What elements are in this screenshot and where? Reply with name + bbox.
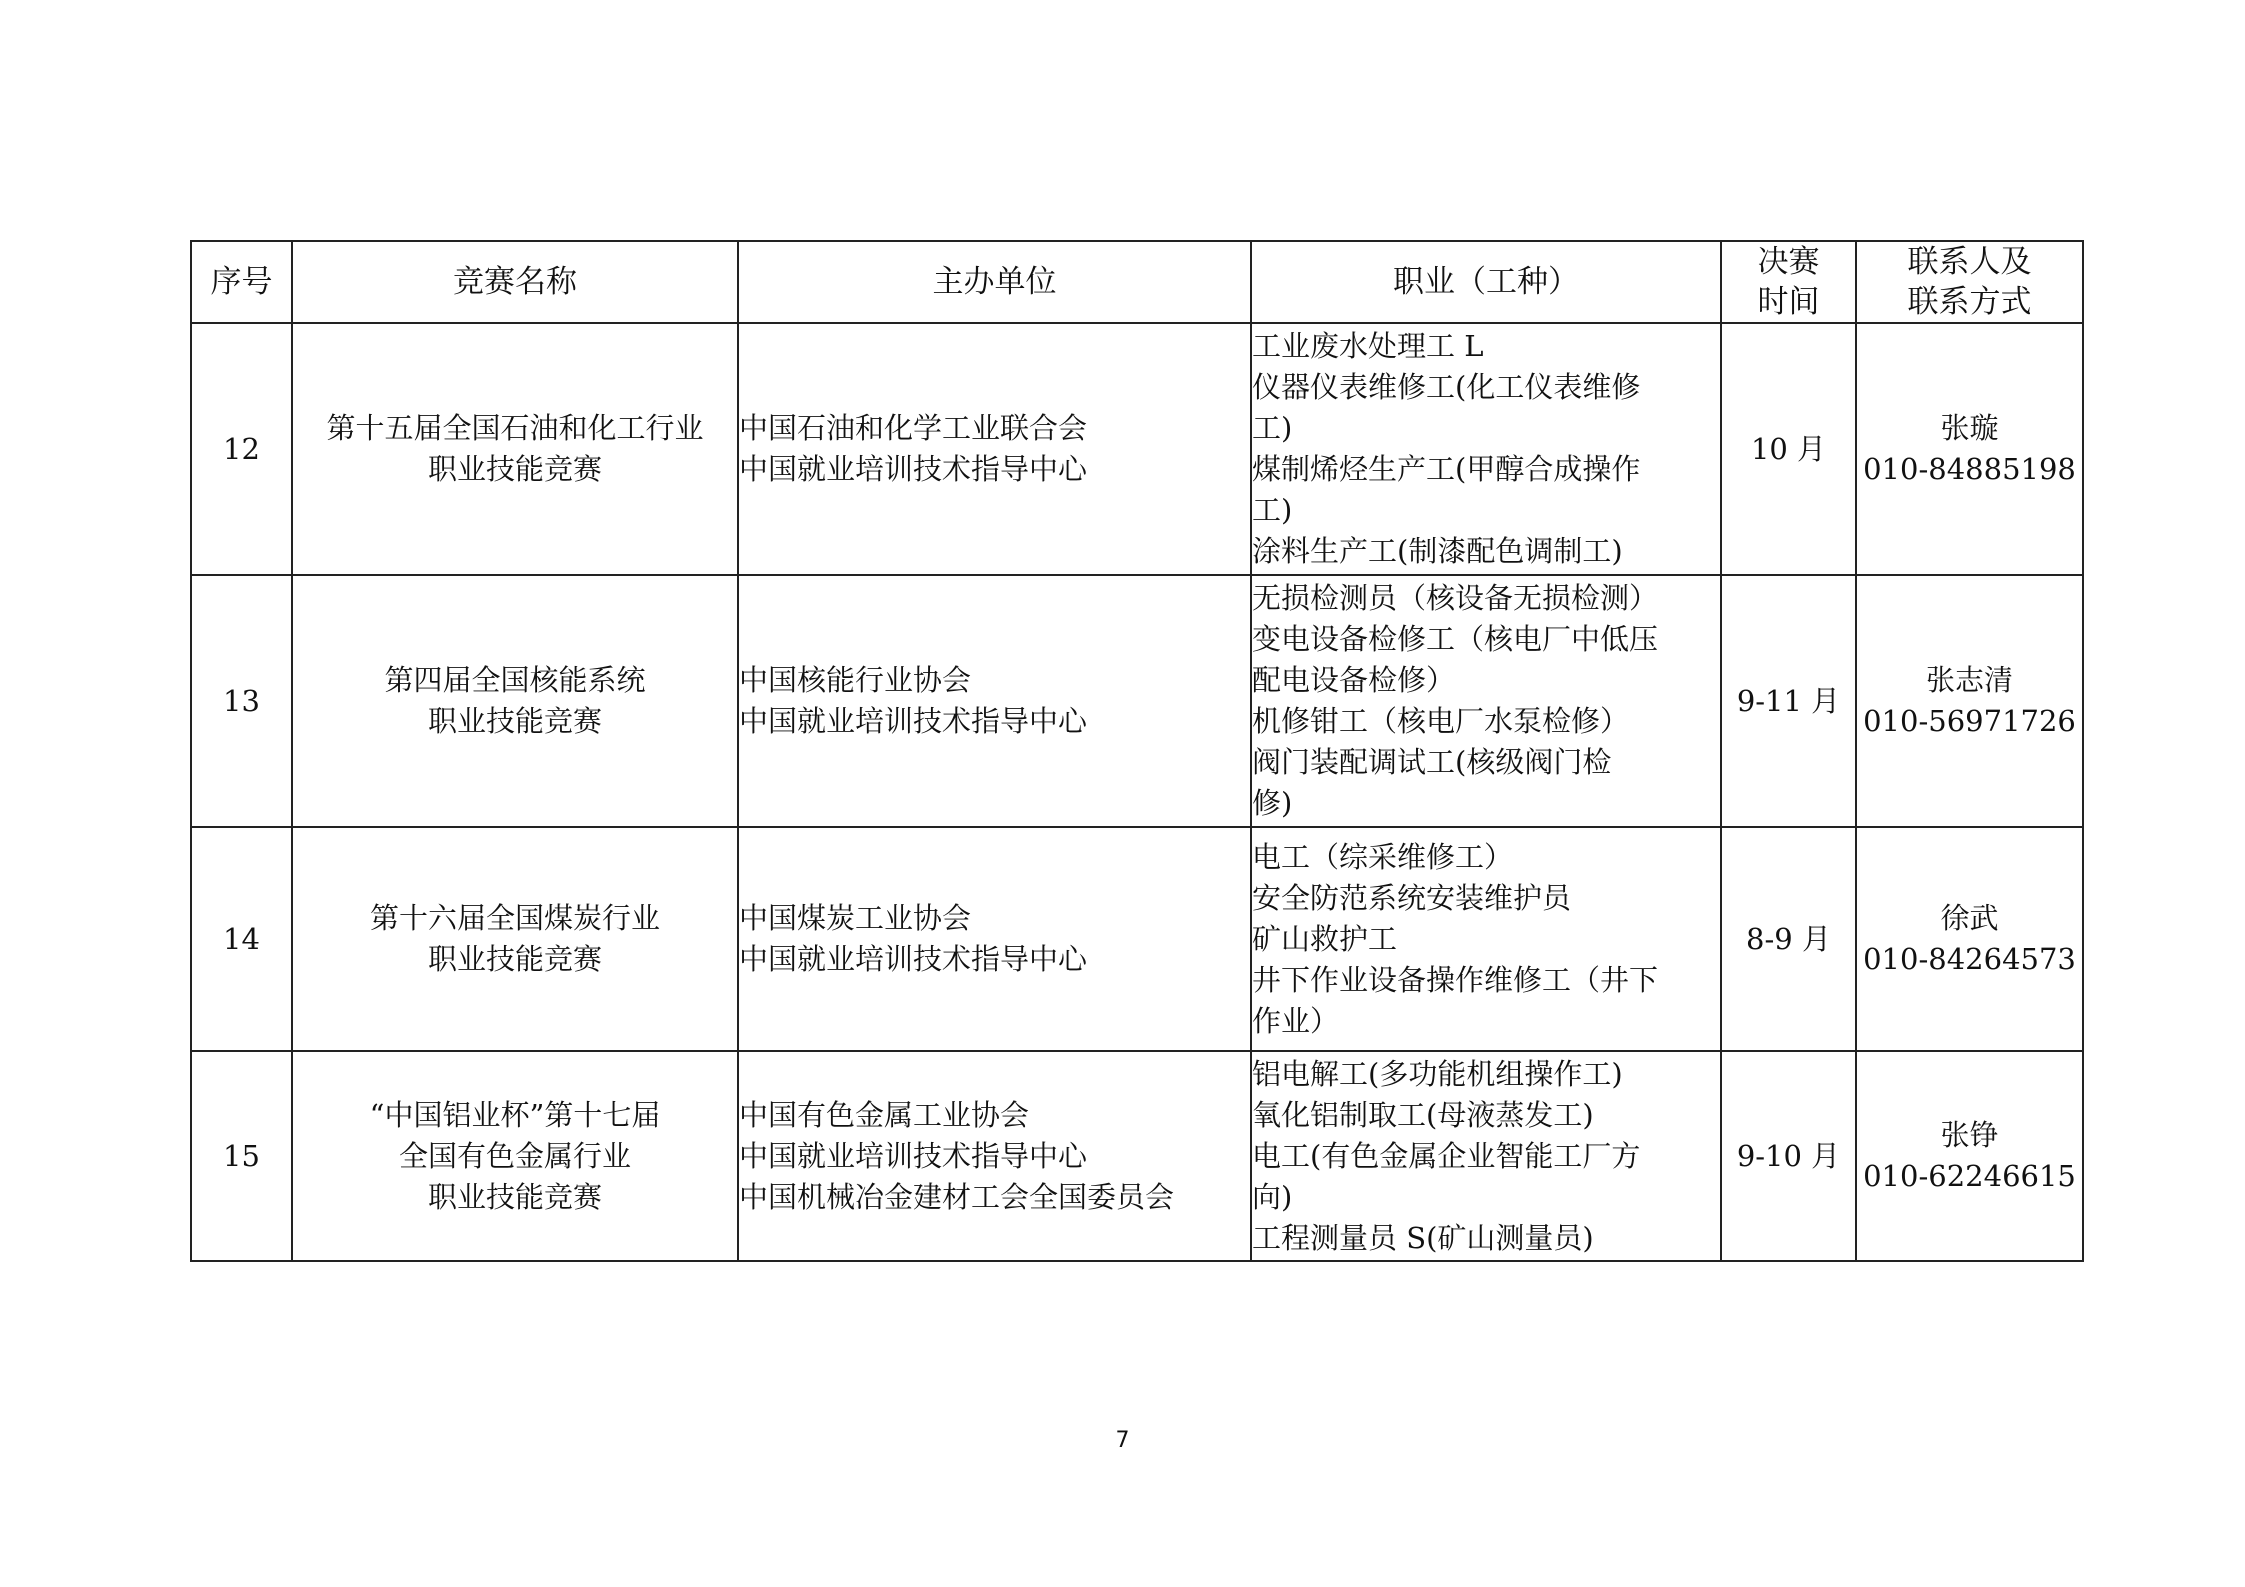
job-line: 井下作业设备操作维修工（井下 — [1252, 962, 1659, 997]
cell-time: 10 月 — [1721, 323, 1856, 575]
job-line: 工业废水处理工 L — [1252, 329, 1484, 363]
cell-seq: 13 — [191, 575, 292, 827]
contact-phone: 010-56971726 — [1863, 704, 2076, 738]
org-line: 中国就业培训技术指导中心 — [739, 1138, 1088, 1173]
header-row — [191, 241, 2083, 323]
name-line: 第十五届全国石油和化工行业 — [326, 411, 704, 445]
job-line: 涂料生产工(制漆配色调制工) — [1252, 534, 1623, 568]
org-line: 中国机械冶金建材工会全国委员会 — [739, 1179, 1175, 1214]
job-line: 修) — [1252, 786, 1293, 820]
cell-org — [738, 827, 1251, 1051]
name-line: 职业技能竞赛 — [427, 1179, 602, 1214]
contact-phone: 010-84885198 — [1863, 452, 2076, 486]
header-contact-line: 联系人及 — [1907, 244, 2032, 280]
org-line: 中国煤炭工业协会 — [739, 901, 972, 935]
contact-name: 徐武 — [1940, 901, 1999, 935]
contact-name: 张璇 — [1940, 411, 1999, 445]
org-line: 中国就业培训技术指导中心 — [739, 942, 1088, 976]
cell-seq: 15 — [191, 1051, 292, 1261]
cell-contact — [1856, 323, 2083, 575]
cell-org — [738, 323, 1251, 575]
name-line: 职业技能竞赛 — [427, 942, 602, 976]
header-time-line: 时间 — [1757, 284, 1820, 320]
job-line: 工) — [1252, 411, 1293, 445]
org-line: 中国有色金属工业协会 — [739, 1097, 1030, 1132]
org-line: 中国石油和化学工业联合会 — [739, 411, 1088, 445]
page-number: 7 — [1115, 1428, 1130, 1453]
job-line: 配电设备检修） — [1252, 663, 1456, 697]
name-line: 全国有色金属行业 — [398, 1138, 631, 1173]
cell-contact — [1856, 575, 2083, 827]
contact-phone: 010-62246615 — [1863, 1159, 2076, 1193]
name-line: 职业技能竞赛 — [427, 704, 602, 738]
cell-org — [738, 575, 1251, 827]
cell-org — [738, 1051, 1251, 1261]
job-line: 电工(有色金属企业智能工厂方 — [1252, 1138, 1641, 1173]
job-line: 作业） — [1252, 1003, 1340, 1038]
job-line: 氧化铝制取工(母液蒸发工) — [1252, 1097, 1594, 1132]
org-line: 中国就业培训技术指导中心 — [739, 704, 1088, 738]
header-contact — [1856, 241, 2083, 323]
cell-name — [292, 1051, 738, 1261]
cell-time: 9-11 月 — [1721, 575, 1856, 827]
header-org: 主办单位 — [738, 241, 1251, 323]
contact-name: 张铮 — [1940, 1118, 1999, 1152]
table-row — [191, 827, 2083, 1051]
job-line: 工) — [1252, 493, 1293, 527]
job-line: 煤制烯烃生产工(甲醇合成操作 — [1252, 452, 1641, 486]
job-line: 矿山救护工 — [1252, 921, 1398, 956]
header-time — [1721, 241, 1856, 323]
cell-contact — [1856, 827, 2083, 1051]
cell-name — [292, 575, 738, 827]
org-line: 中国核能行业协会 — [739, 663, 972, 697]
job-line: 工程测量员 S(矿山测量员) — [1252, 1220, 1594, 1255]
cell-job — [1251, 575, 1721, 827]
contact-phone: 010-84264573 — [1863, 942, 2076, 976]
job-line: 铝电解工(多功能机组操作工) — [1252, 1056, 1623, 1091]
header-contact-line: 联系方式 — [1907, 284, 2032, 320]
job-line: 电工（综采维修工） — [1252, 839, 1514, 874]
table-row — [191, 323, 2083, 575]
org-line: 中国就业培训技术指导中心 — [739, 452, 1088, 486]
header-seq: 序号 — [191, 241, 292, 323]
cell-name — [292, 827, 738, 1051]
job-line: 安全防范系统安装维护员 — [1252, 880, 1572, 915]
cell-time: 9-10 月 — [1721, 1051, 1856, 1261]
table-row — [191, 575, 2083, 827]
job-line: 向) — [1252, 1179, 1293, 1214]
job-line: 阀门装配调试工(核级阀门检 — [1252, 745, 1612, 779]
name-line: 第十六届全国煤炭行业 — [369, 901, 660, 935]
cell-seq: 14 — [191, 827, 292, 1051]
cell-seq: 12 — [191, 323, 292, 575]
job-line: 机修钳工（核电厂水泵检修） — [1252, 704, 1630, 738]
job-line: 无损检测员（核设备无损检测） — [1252, 581, 1659, 615]
name-line: 第四届全国核能系统 — [384, 663, 646, 697]
header-time-line: 决赛 — [1757, 244, 1820, 280]
cell-job — [1251, 827, 1721, 1051]
name-line: “中国铝业杯”第十七届 — [369, 1097, 661, 1132]
cell-time: 8-9 月 — [1721, 827, 1856, 1051]
contact-name: 张志清 — [1925, 663, 2013, 697]
cell-job — [1251, 323, 1721, 575]
cell-job — [1251, 1051, 1721, 1261]
job-line: 仪器仪表维修工(化工仪表维修 — [1252, 370, 1641, 404]
job-line: 变电设备检修工（核电厂中低压 — [1252, 622, 1659, 656]
header-name: 竞赛名称 — [292, 241, 738, 323]
competition-table — [190, 240, 2084, 1262]
cell-name — [292, 323, 738, 575]
name-line: 职业技能竞赛 — [427, 452, 602, 486]
table-row — [191, 1051, 2083, 1261]
header-job: 职业（工种） — [1251, 241, 1721, 323]
cell-contact — [1856, 1051, 2083, 1261]
